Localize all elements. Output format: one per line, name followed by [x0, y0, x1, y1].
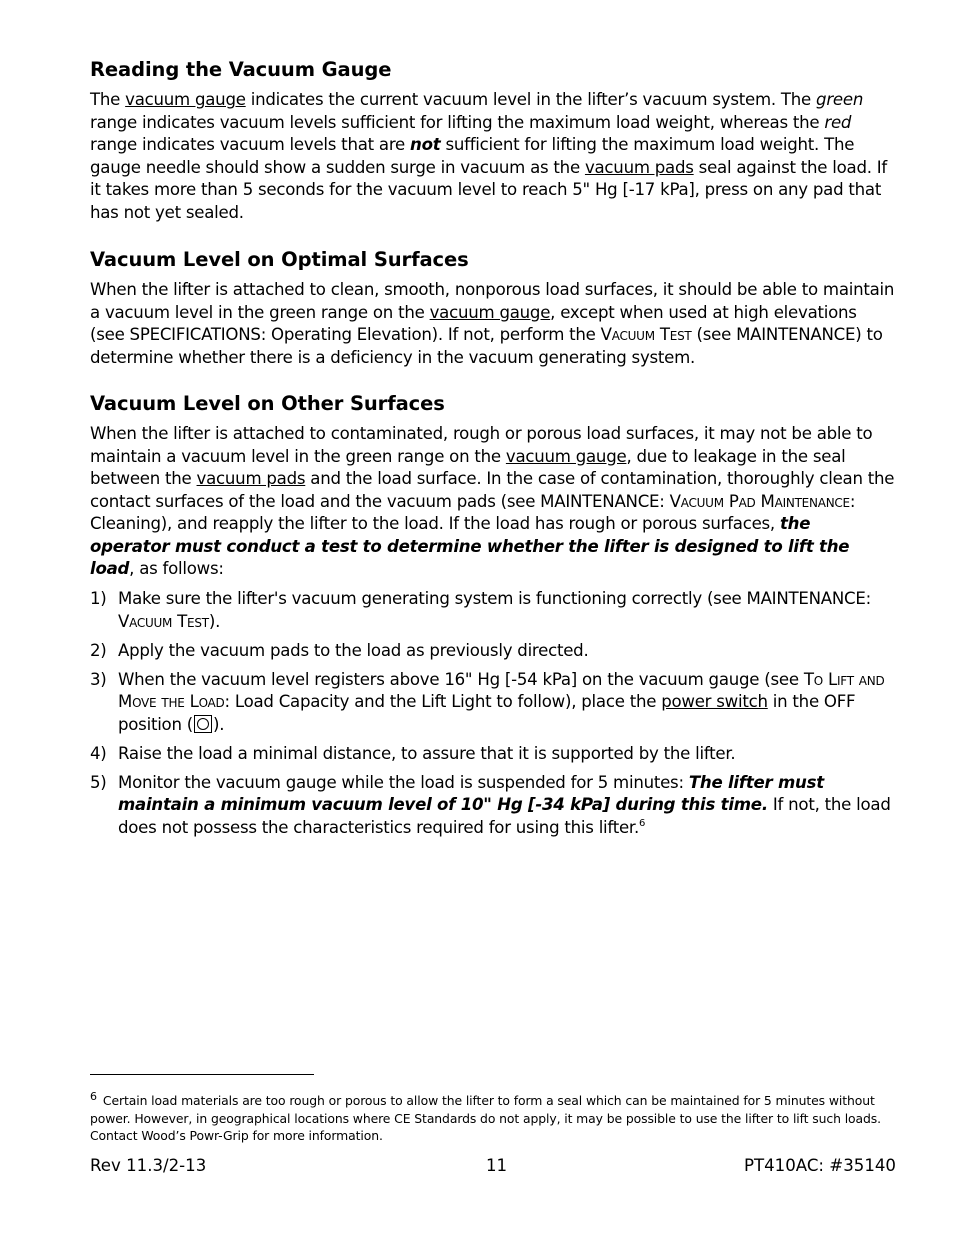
paragraph-other-surfaces: When the lifter is attached to contaminated, rough or porous load surfaces, it may not be able to maintain a vacuum level in the green range on the vacuum gauge, due to leakage in the seal between the vacuum pads and the load surface. In the case of contamination, thoroughly clean the contact surfaces of the load and the vacuum pads (see MAINTENANCE: Vacuum Pad Maintenance: Cleaning), and reapply the lifter to the load. If the load has rough or porous surfaces, the operator must conduct a test to determine whether the lifter is designed to lift the load, as follows:: [90, 424, 895, 578]
footnote-text: Certain load materials are too rough or porous to allow the lifter to form a seal which can be maintained for 5 minutes without power. However, in geographical locations where CE Standards do not apply, it may be possible to use the lifter to lift such loads. Contact Wood’s Powr-Grip for more information.: [90, 1093, 881, 1143]
list-item: 5) Monitor the vacuum gauge while the load is suspended for 5 minutes: The lifter must maintain a minimum vacuum level of 10" Hg [-34 kPa] during this time. If not, the load does not possess the characteristics required for using this lifter.$^6$: [90, 772, 891, 837]
footer-revision: Rev 11.3/2-13: [90, 1156, 207, 1175]
term-vacuum-pads: vacuum pads: [196, 469, 306, 488]
step-number: 5): [90, 772, 107, 792]
page-footer: [90, 1156, 896, 1178]
term-vacuum-gauge: vacuum gauge: [125, 90, 246, 109]
list-item: 4) Raise the load a minimal distance, to assure that it is supported by the lifter.: [90, 743, 895, 766]
term-green: green: [816, 90, 864, 109]
paragraph-reading-vacuum-gauge: The vacuum gauge indicates the current vacuum level in the lifter’s vacuum system. The green range indicates vacuum levels sufficient for lifting the maximum load weight, whereas the red range indicates vacuum levels that are not sufficient for lifting the maximum load weight. The gauge needle should show a sudden surge in vacuum as the vacuum pads seal against the load. If it takes more than 5 seconds for the vacuum level to reach 5" Hg [-17 kPa], press on any pad that has not yet sealed.: [90, 90, 888, 222]
step-number: 2): [90, 640, 107, 660]
heading-optimal-surfaces: Vacuum Level on Optimal Surfaces: [90, 248, 469, 271]
footnote: [90, 1088, 900, 1145]
ref-vacuum-pad-maintenance: Vacuum Pad Maintenance: [669, 491, 850, 511]
list-item: 3) When the vacuum level registers above 16" Hg [-54 kPa] on the vacuum gauge (see To Lift and Move the Load: Load Capacity and the Lift Light to follow), place the power switch in the OFF position ( ).: [90, 669, 885, 734]
term-red: red: [824, 112, 852, 132]
list-item: 2) Apply the vacuum pads to the load as previously directed.: [90, 640, 895, 663]
list-item: 1) Make sure the lifter's vacuum generating system is functioning correctly (see MAINTENANCE: Vacuum Test).: [90, 589, 871, 631]
footnote-mark: 6: [90, 1090, 97, 1103]
heading-reading-vacuum-gauge: Reading the Vacuum Gauge: [90, 58, 392, 81]
term-vacuum-pads: vacuum pads: [584, 157, 694, 177]
term-power-switch: power switch: [661, 692, 768, 711]
ref-to-lift-and-move-the-load: To Lift and Move the Load: [118, 669, 885, 711]
ref-vacuum-test: Vacuum Test: [118, 611, 209, 631]
paragraph-optimal-surfaces: When the lifter is attached to clean, smooth, nonporous load surfaces, it should be able to maintain a vacuum level in the green range on the vacuum gauge, except when used at high elevations (see SPECIFICATIONS: Operating Elevation). If not, perform the Vacuum Test (see MAINTENANCE) to determine whether there is a deficiency in the vacuum generating system.: [90, 280, 895, 367]
power-off-circle-icon: [194, 715, 212, 733]
footnote-separator: [90, 1074, 314, 1075]
footnote-reference: 6: [639, 817, 646, 829]
ref-vacuum-test: Vacuum Test: [600, 325, 692, 344]
emphasis-not: not: [410, 135, 441, 154]
emphasis-operator-test: the operator must conduct a test to determine whether the lifter is designed to lift the load: [90, 514, 850, 578]
test-steps-list: [90, 588, 895, 846]
emphasis-minimum-vacuum: The lifter must maintain a minimum vacuum level of 10" Hg [-34 kPa] during this time.: [118, 772, 824, 814]
term-vacuum-gauge: vacuum gauge: [505, 446, 627, 466]
term-vacuum-gauge: vacuum gauge: [429, 302, 551, 322]
step-number: 4): [90, 743, 107, 763]
heading-other-surfaces: Vacuum Level on Other Surfaces: [90, 392, 445, 415]
footer-page-number: 11: [486, 1156, 508, 1175]
step-number: 1): [90, 589, 107, 608]
footer-model: PT410AC: #35140: [743, 1156, 896, 1175]
step-number: 3): [90, 669, 107, 689]
